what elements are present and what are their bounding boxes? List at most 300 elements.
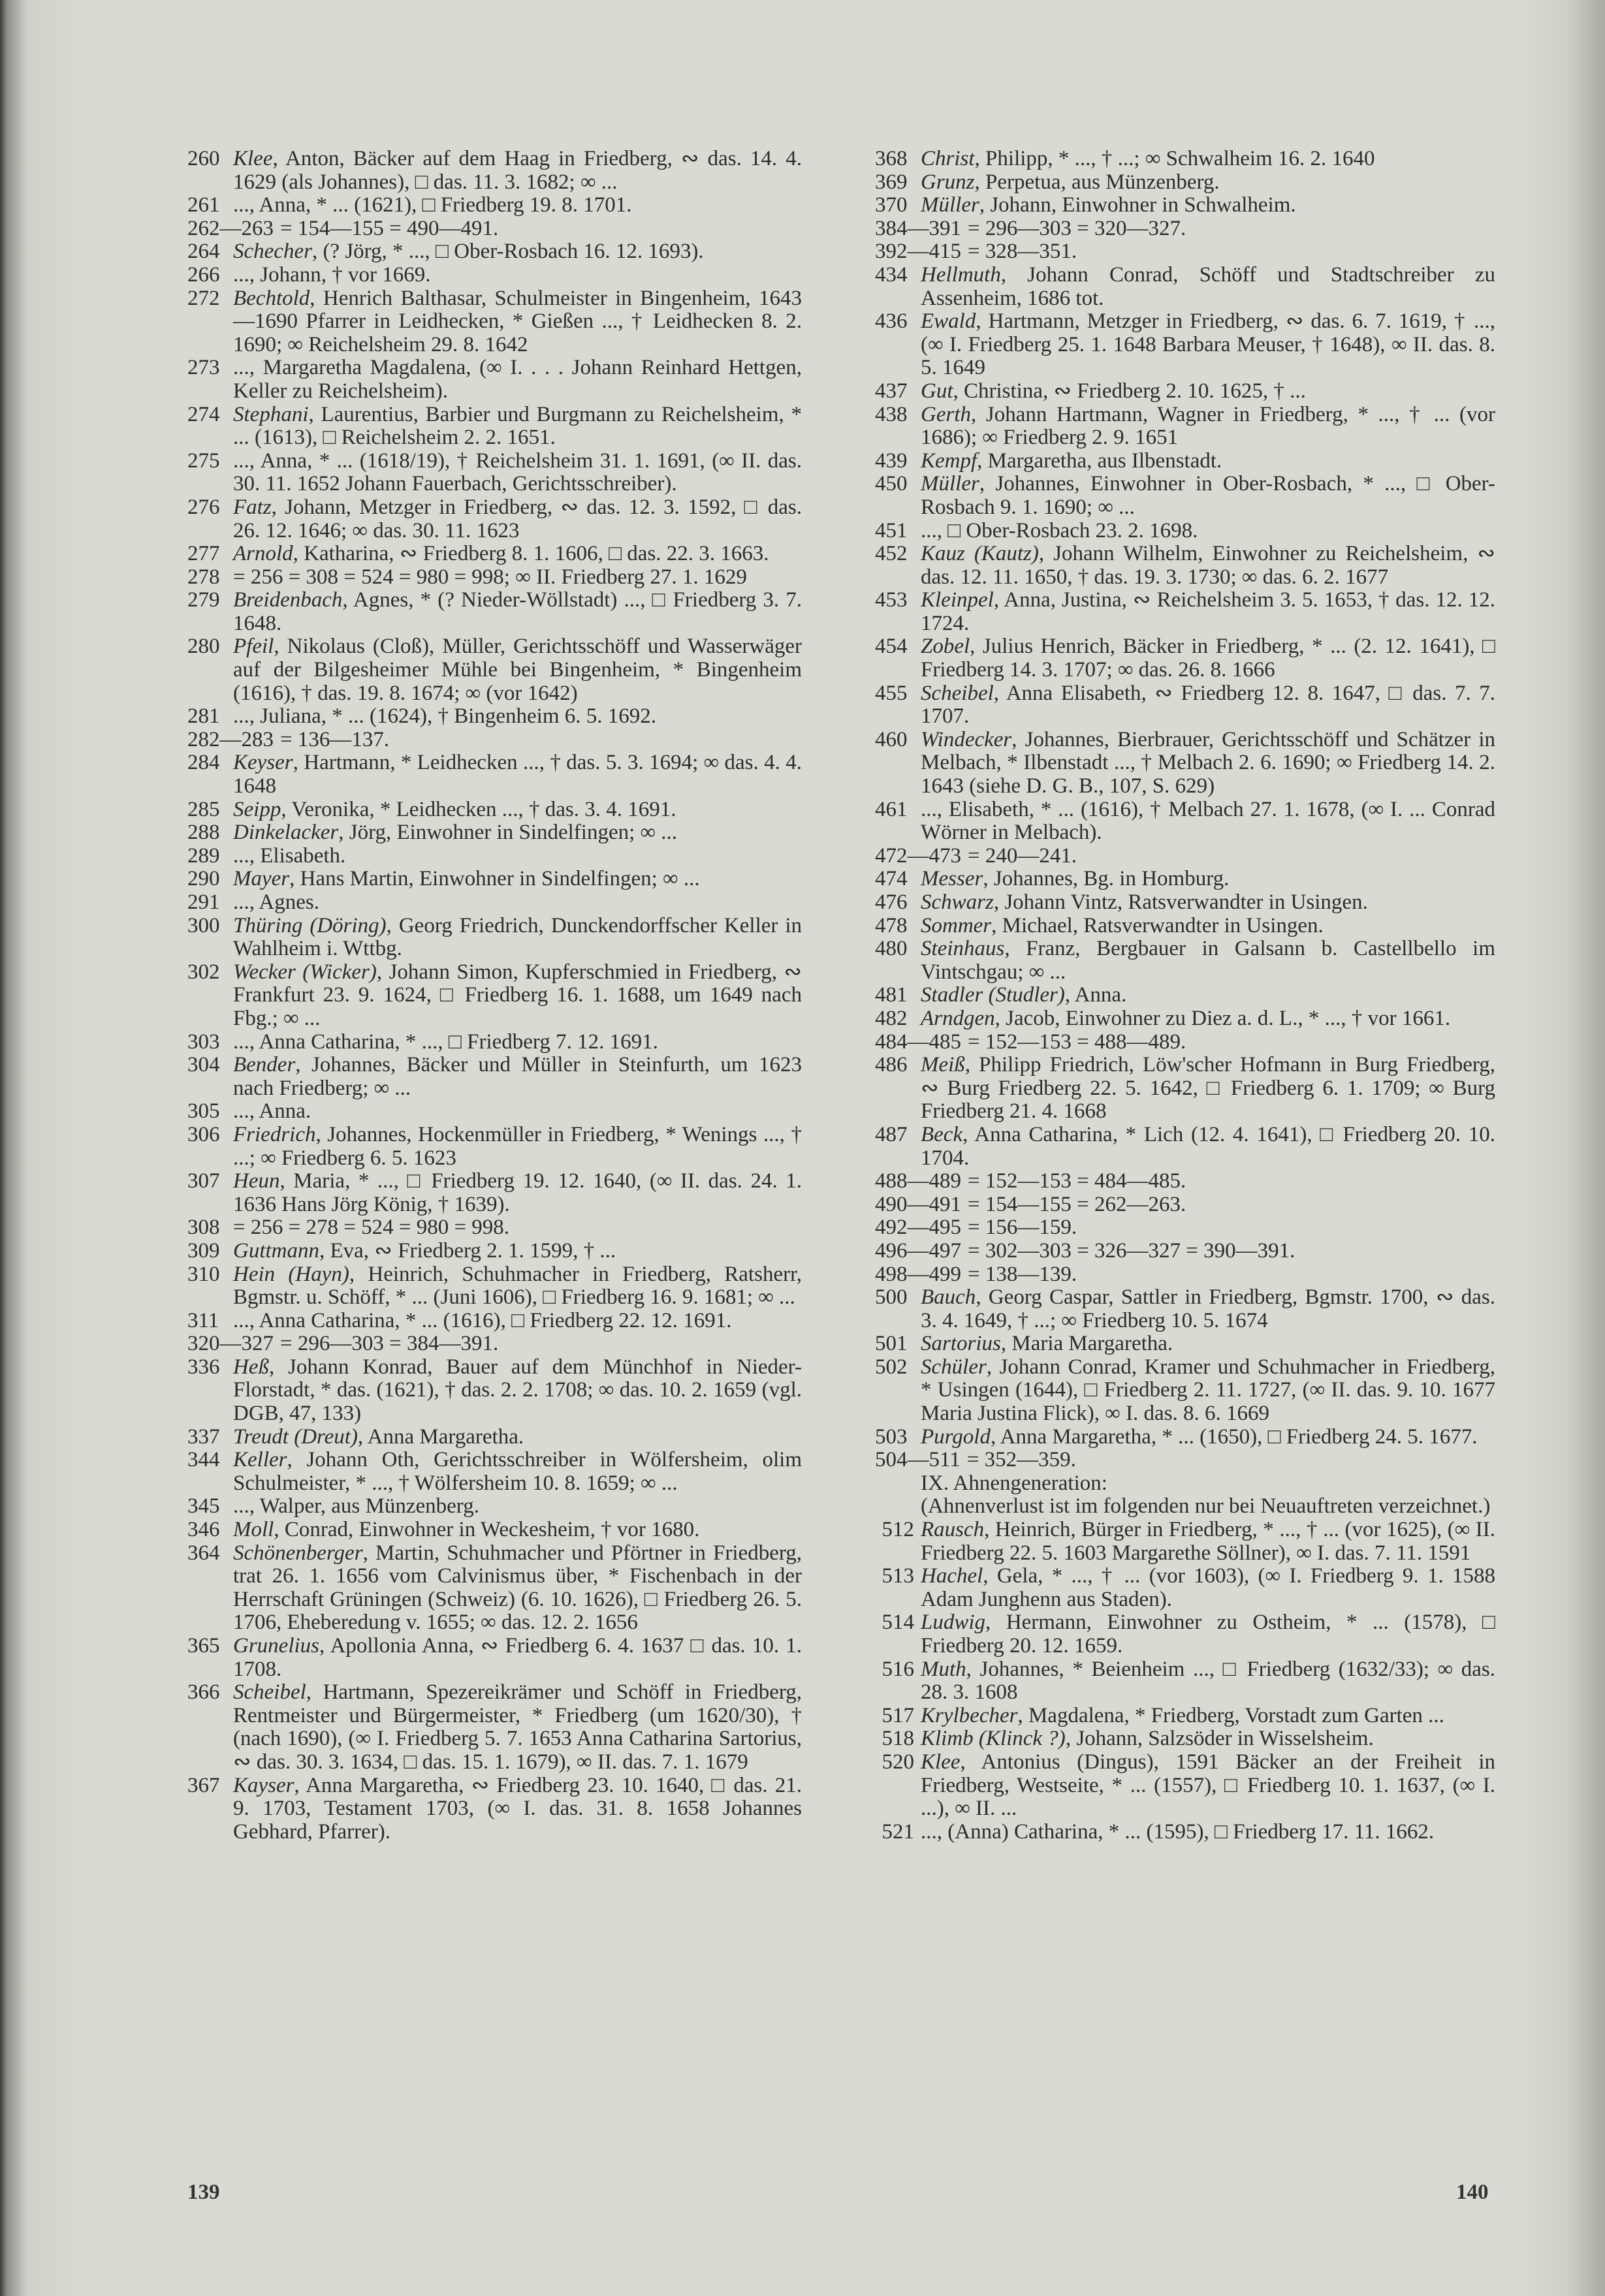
genealogy-entry xyxy=(875,450,1495,473)
entry-text: = 256 = 308 = 524 = 980 = 998; ∞ II. Friedberg 27. 1. 1629 xyxy=(233,565,747,589)
entry-number: 276 xyxy=(187,495,220,519)
entry-surname: Kempf xyxy=(921,448,977,473)
entry-number: 437 xyxy=(875,379,908,403)
entry-surname: Zobel xyxy=(921,635,970,659)
genealogy-entry xyxy=(875,868,1495,891)
entry-text: , Johann, Einwohner in Schwalheim. xyxy=(979,193,1296,217)
entry-text: , Johannes, Hockenmüller in Friedberg, * Wenings ..., † ...; ∞ Friedberg 6. 5. 1623 xyxy=(233,1122,802,1170)
entry-surname: Bauch xyxy=(921,1285,976,1310)
genealogy-entry xyxy=(875,915,1495,938)
genealogy-entry xyxy=(187,1263,802,1310)
entry-surname: Mayer xyxy=(233,867,290,891)
entry-text: , Georg Caspar, Sattler in Friedberg, Bgmstr. 1700, ∾ das. 3. 4. 1649, † ...; ∞ Friedberg 10. 5. 1674 xyxy=(921,1285,1495,1332)
entry-surname: Stephani xyxy=(233,402,309,426)
genealogy-entry xyxy=(187,1681,802,1774)
section-heading: IX. Ahnengeneration: xyxy=(921,1471,1107,1495)
entry-surname: Steinhaus xyxy=(921,937,1005,961)
genealogy-entry xyxy=(187,845,802,868)
entry-number: 451 xyxy=(875,518,908,543)
entry-text: ..., Johann, † vor 1669. xyxy=(233,262,431,287)
genealogy-entry xyxy=(875,194,1495,217)
entry-surname: Muth xyxy=(921,1657,966,1681)
entry-number: 520 xyxy=(882,1750,914,1774)
entry-number: 521 xyxy=(882,1819,914,1844)
genealogy-entry xyxy=(875,682,1495,729)
entry-number: 502 xyxy=(875,1355,908,1379)
entry-surname: Hachel xyxy=(921,1564,983,1588)
entry-number: 308 xyxy=(187,1216,220,1240)
genealogy-entry xyxy=(187,403,802,450)
genealogy-entry xyxy=(875,1286,1495,1332)
entry-number: 272 xyxy=(187,286,220,310)
genealogy-entry xyxy=(187,1449,802,1495)
entry-number: 266 xyxy=(187,262,220,287)
entry-surname: Hellmuth xyxy=(921,262,1001,287)
entry-text: , Philipp Friedrich, Löw'scher Hofmann in Burg Friedberg, ∾ Burg Friedberg 22. 5. 1642, □ Friedberg 6. 1. 1709; ∞ Burg Friedberg 21. 4. 1668 xyxy=(921,1053,1495,1124)
genealogy-entry xyxy=(875,217,1495,241)
entry-text: ..., Anna. xyxy=(233,1099,311,1124)
entry-text: , Johann Vintz, Ratsverwandter in Usingen. xyxy=(993,890,1368,914)
entry-number: 282—283 xyxy=(187,727,274,751)
entry-text: , Johannes, Bäcker und Müller in Steinfurth, um 1623 nach Friedberg; ∞ ... xyxy=(233,1053,802,1100)
entry-surname: Schwarz xyxy=(921,890,994,914)
entry-text: , Hans Martin, Einwohner in Sindelfingen; ∞ ... xyxy=(289,867,700,891)
entry-surname: Stadler (Studler) xyxy=(921,983,1065,1007)
page-number-left: 139 xyxy=(187,2180,220,2204)
entry-text: = 136—137. xyxy=(280,727,390,751)
entry-surname: Treudt (Dreut) xyxy=(233,1424,358,1449)
genealogy-entry xyxy=(875,1054,1495,1124)
genealogy-entry xyxy=(875,845,1495,868)
entry-number: 512 xyxy=(882,1518,914,1542)
entry-number: 484—485 xyxy=(875,1030,961,1054)
entry-text: , Magdalena, * Friedberg, Vorstadt zum Garten ... xyxy=(1017,1703,1444,1727)
entry-text: , Johann Konrad, Bauer auf dem Münchhof in Nieder-Florstadt, * das. (1621), † das. 2. 2. 1708; ∞ das. 10. 2. 1659 (vgl. DGB, 47, 133) xyxy=(233,1355,802,1426)
genealogy-entry xyxy=(875,589,1495,635)
entry-number: 436 xyxy=(875,309,908,334)
entry-surname: Bechtold xyxy=(233,286,310,310)
right-column xyxy=(875,148,1495,1844)
entry-text: = 154—155 = 490—491. xyxy=(280,216,499,240)
entry-text: = 154—155 = 262—263. xyxy=(968,1192,1186,1216)
entry-text: , Johann Wilhelm, Einwohner zu Reichelsheim, ∾ das. 12. 11. 1650, † das. 19. 3. 1730; ∞ das. 6. 2. 1677 xyxy=(921,542,1495,589)
entry-number: 274 xyxy=(187,402,220,426)
entry-number: 453 xyxy=(875,588,908,612)
entry-text: , Johann Conrad, Kramer und Schuhmacher in Friedberg, * Usingen (1644), □ Friedberg 2. 11. 1727, (∞ II. das. 9. 10. 1677 Maria Justina Flick), ∞ I. das. 8. 6. 1669 xyxy=(921,1355,1495,1426)
entry-number: 490—491 xyxy=(875,1192,961,1216)
entry-text: , Katharina, ∾ Friedberg 8. 1. 1606, □ das. 22. 3. 1663. xyxy=(293,542,769,566)
entry-text: ..., Elisabeth, * ... (1616), † Melbach 27. 1. 1678, (∞ I. ... Conrad Wörner in Melbach). xyxy=(921,797,1495,845)
entry-text: ..., Juliana, * ... (1624), † Bingenheim 6. 5. 1692. xyxy=(233,704,657,729)
entry-text: = 352—359. xyxy=(966,1448,1076,1472)
entry-text: , Martin, Schuhmacher und Pförtner in Friedberg, trat 26. 1. 1656 vom Calvinismus über, * Fischenbach in der Herrschaft Grüningen (Schweiz) (6. 10. 1626), □ Friedberg 26. 5. 1706, Eheberedung v. 1655; ∞ das. 12. 2. 1656 xyxy=(233,1541,802,1635)
genealogy-entry xyxy=(187,1124,802,1170)
entry-number: 488—489 xyxy=(875,1169,961,1193)
genealogy-entry xyxy=(875,543,1495,589)
entry-text: ..., Anna, * ... (1618/19), † Reichelsheim 31. 1. 1691, (∞ II. das. 30. 11. 1652 Johann Fauerbach, Gerichtsschreiber). xyxy=(233,448,802,496)
entry-number: 496—497 xyxy=(875,1238,961,1263)
genealogy-entry xyxy=(875,1658,1495,1705)
entry-number: 261 xyxy=(187,193,220,217)
entry-text: , Anna. xyxy=(1064,983,1127,1007)
entry-text: = 152—153 = 488—489. xyxy=(968,1030,1186,1054)
genealogy-entry xyxy=(875,1007,1495,1031)
entry-surname: Purgold xyxy=(921,1424,991,1449)
entry-number: 288 xyxy=(187,821,220,845)
entry-number: 305 xyxy=(187,1099,220,1124)
entry-surname: Heß xyxy=(233,1355,269,1379)
genealogy-entry xyxy=(187,1356,802,1426)
entry-text: ..., Anna Catharina, * ..., □ Friedberg 7. 12. 1691. xyxy=(233,1030,658,1054)
genealogy-entry xyxy=(187,1495,802,1518)
entry-text: , Laurentius, Barbier und Burgmann zu Reichelsheim, * ... (1613), □ Reichelsheim 2. 2. 1651. xyxy=(233,402,802,450)
entry-text: = 152—153 = 484—485. xyxy=(968,1169,1186,1193)
entry-number: 514 xyxy=(882,1611,914,1635)
entry-surname: Pfeil xyxy=(233,635,274,659)
genealogy-entry xyxy=(187,1426,802,1449)
entry-number: 486 xyxy=(875,1053,908,1077)
entry-number: 310 xyxy=(187,1262,220,1286)
entry-number: 482 xyxy=(875,1006,908,1030)
entry-number: 302 xyxy=(187,960,220,984)
entry-number: 504—511 xyxy=(875,1448,961,1472)
entry-number: 278 xyxy=(187,565,220,589)
genealogy-entry xyxy=(187,1216,802,1240)
entry-number: 366 xyxy=(187,1680,220,1705)
genealogy-entry xyxy=(875,1751,1495,1821)
genealogy-entry xyxy=(187,1518,802,1542)
entry-surname: Müller xyxy=(921,472,979,496)
entry-number: 513 xyxy=(882,1564,914,1588)
entry-text: = 302—303 = 326—327 = 390—391. xyxy=(968,1238,1295,1263)
entry-surname: Breidenbach xyxy=(233,588,343,612)
entry-surname: Kayser xyxy=(233,1773,294,1797)
entry-surname: Gerth xyxy=(921,402,971,426)
entry-text: , Heinrich, Bürger in Friedberg, * ..., † ... (vor 1625), (∞ II. Friedberg 22. 5. 1603 Margarethe Söllner), ∞ I. das. 7. 11. 1591 xyxy=(921,1518,1495,1565)
entry-surname: Arndgen xyxy=(921,1006,995,1030)
entry-text: , Antonius (Dingus), 1591 Bäcker an der Freiheit in Friedberg, Westseite, * ... (1557), □ Friedberg 10. 1. 1637, (∞ I. ...), ∞ II. ... xyxy=(921,1750,1495,1821)
entry-text: , Anna Margaretha, * ... (1650), □ Friedberg 24. 5. 1677. xyxy=(990,1424,1478,1449)
genealogy-entry xyxy=(875,520,1495,543)
genealogy-entry xyxy=(187,1031,802,1054)
entry-text: , Johannes, * Beienheim ..., □ Friedberg (1632/33); ∞ das. 28. 3. 1608 xyxy=(921,1657,1495,1705)
entry-number: 439 xyxy=(875,448,908,473)
entry-text: = 156—159. xyxy=(968,1216,1077,1240)
genealogy-entry xyxy=(187,635,802,705)
genealogy-entry xyxy=(875,1170,1495,1193)
entry-number: 367 xyxy=(187,1773,220,1797)
genealogy-entry xyxy=(875,984,1495,1007)
genealogy-entry xyxy=(875,1565,1495,1611)
entry-number: 492—495 xyxy=(875,1216,961,1240)
entry-text: , Johann, Salzsöder in Wisselsheim. xyxy=(1065,1727,1374,1751)
entry-text: , Hartmann, Spezereikrämer und Schöff in Friedberg, Rentmeister und Bürgermeister, * Friedberg (um 1620/30), † (nach 1690), (∞ I. Friedberg 5. 7. 1653 Anna Catharina Sartorius, ∾ das. 30. 3. 1634, □ das. 15. 1. 1679), ∞ II. das. 7. 1. 1679 xyxy=(233,1680,802,1774)
entry-number: 460 xyxy=(875,727,908,751)
entry-number: 461 xyxy=(875,797,908,821)
entry-text: ..., Walper, aus Münzenberg. xyxy=(233,1494,479,1518)
entry-surname: Guttmann xyxy=(233,1238,319,1263)
entry-number: 290 xyxy=(187,867,220,891)
entry-surname: Windecker xyxy=(921,727,1012,751)
genealogy-entry xyxy=(187,1240,802,1263)
entry-text: ..., □ Ober-Rosbach 23. 2. 1698. xyxy=(921,518,1198,543)
genealogy-entry xyxy=(187,1100,802,1124)
entry-number: 454 xyxy=(875,635,908,659)
genealogy-entry xyxy=(875,937,1495,984)
entry-text: , Hartmann, Metzger in Friedberg, ∾ das. 6. 7. 1619, † ..., (∞ I. Friedberg 25. 1. 1648 Barbara Meuser, † 1648), ∞ II. das. 8. 5. 1649 xyxy=(921,309,1495,380)
genealogy-entry xyxy=(187,891,802,915)
entry-surname: Schüler xyxy=(921,1355,987,1379)
genealogy-entry xyxy=(187,1310,802,1333)
entry-number: 306 xyxy=(187,1122,220,1146)
entry-number: 455 xyxy=(875,681,908,705)
entry-text: , Anna Elisabeth, ∾ Friedberg 12. 8. 1647, □ das. 7. 7. 1707. xyxy=(921,681,1495,729)
entry-number: 260 xyxy=(187,147,220,170)
entry-text: , Julius Henrich, Bäcker in Friedberg, * ... (2. 12. 1641), □ Friedberg 14. 3. 1707; ∞ das. 26. 8. 1666 xyxy=(921,635,1495,682)
entry-number: 280 xyxy=(187,635,220,659)
genealogy-entry xyxy=(875,310,1495,380)
genealogy-entry xyxy=(875,148,1495,171)
entry-number: 384—391 xyxy=(875,216,961,240)
entry-number: 311 xyxy=(187,1308,219,1332)
entry-number: 291 xyxy=(187,890,220,914)
genealogy-entry xyxy=(875,1240,1495,1263)
entry-text: , Jacob, Einwohner zu Diez a. d. L., * ..., † vor 1661. xyxy=(994,1006,1451,1030)
section-note: (Ahnenverlust ist im folgenden nur bei Neuauftreten verzeichnet.) xyxy=(921,1494,1491,1518)
entry-surname: Ludwig xyxy=(921,1611,986,1635)
entry-text: , Maria, * ..., □ Friedberg 19. 12. 1640, (∞ II. das. 24. 1. 1636 Hans Jörg König, † 1639). xyxy=(233,1169,802,1216)
entry-text: , Conrad, Einwohner in Weckesheim, † vor 1680. xyxy=(274,1518,700,1542)
genealogy-entry xyxy=(187,496,802,543)
entry-text: , Anna Catharina, * Lich (12. 4. 1641), □ Friedberg 20. 10. 1704. xyxy=(921,1122,1495,1170)
genealogy-entry xyxy=(187,1054,802,1100)
entry-text: , Johannes, Einwohner in Ober-Rosbach, * ..., □ Ober-Rosbach 9. 1. 1690; ∞ ... xyxy=(921,472,1495,519)
entry-surname: Christ xyxy=(921,147,975,170)
genealogy-entry xyxy=(875,1216,1495,1240)
entry-number: 370 xyxy=(875,193,908,217)
entry-text: , Johann Simon, Kupferschmied in Friedberg, ∾ Frankfurt 23. 9. 1624, □ Friedberg 16. 1. 1688, um 1649 nach Fbg.; ∞ ... xyxy=(233,960,802,1030)
entry-text: , Anton, Bäcker auf dem Haag in Friedberg, ∾ das. 14. 4. 1629 (als Johannes), □ das. 11. 3. 1682; ∞ ... xyxy=(233,147,802,194)
entry-text: , Margaretha, aus Ilbenstadt. xyxy=(977,448,1222,473)
entry-text: , Agnes, * (? Nieder-Wöllstadt) ..., □ Friedberg 3. 7. 1648. xyxy=(233,588,802,635)
entry-number: 289 xyxy=(187,843,220,868)
genealogy-entry xyxy=(875,1449,1495,1472)
entry-text: , Christina, ∾ Friedberg 2. 10. 1625, † ... xyxy=(953,379,1306,403)
entry-surname: Gut xyxy=(921,379,953,403)
entry-surname: Meiß xyxy=(921,1053,965,1077)
entry-number: 501 xyxy=(875,1332,908,1356)
entry-surname: Ewald xyxy=(921,309,976,334)
entry-text: = 138—139. xyxy=(968,1262,1077,1286)
genealogy-entry xyxy=(875,240,1495,264)
entry-surname: Rausch xyxy=(921,1518,985,1542)
entry-text: , Johannes, Bg. in Homburg. xyxy=(983,867,1230,891)
entry-number: 300 xyxy=(187,913,220,937)
entry-text: ..., Anna Catharina, * ... (1616), □ Friedberg 22. 12. 1691. xyxy=(233,1308,732,1332)
entry-number: 277 xyxy=(187,542,220,566)
entry-number: 346 xyxy=(187,1518,220,1542)
left-column xyxy=(187,148,802,1844)
entry-surname: Schecher xyxy=(233,240,312,264)
entry-text: , Anna Margaretha, ∾ Friedberg 23. 10. 1640, □ das. 21. 9. 1703, Testament 1703, (∞ I. das. 31. 8. 1658 Johannes Gebhard, Pfarrer). xyxy=(233,1773,802,1844)
entry-surname: Sommer xyxy=(921,913,992,937)
genealogy-entry xyxy=(187,961,802,1031)
entry-number: 452 xyxy=(875,542,908,566)
entry-text: ..., (Anna) Catharina, * ... (1595), □ Friedberg 17. 11. 1662. xyxy=(921,1819,1435,1844)
entry-text: ..., Margaretha Magdalena, (∞ I. . . . Johann Reinhard Hettgen, Keller zu Reichelsheim). xyxy=(233,356,802,403)
genealogy-entry xyxy=(187,287,802,357)
entry-number: 480 xyxy=(875,937,908,961)
entry-text: , Johann, Metzger in Friedberg, ∾ das. 12. 3. 1592, □ das. 26. 12. 1646; ∞ das. 30. 11. 1623 xyxy=(233,495,802,543)
genealogy-entry xyxy=(875,1124,1495,1170)
entry-number: 364 xyxy=(187,1541,220,1565)
genealogy-entry xyxy=(187,589,802,635)
entry-text: , Maria Margaretha. xyxy=(1000,1332,1173,1356)
entry-number: 368 xyxy=(875,147,908,170)
entry-number: 284 xyxy=(187,751,220,775)
entry-number: 337 xyxy=(187,1424,220,1449)
entry-surname: Heun xyxy=(233,1169,280,1193)
entry-surname: Hein (Hayn) xyxy=(233,1262,349,1286)
genealogy-entry xyxy=(875,798,1495,845)
genealogy-entry xyxy=(187,240,802,264)
entry-number: 344 xyxy=(187,1448,220,1472)
entry-text: , Johann Oth, Gerichtsschreiber in Wölfersheim, olim Schulmeister, * ..., † Wölfersheim 10. 8. 1659; ∞ ... xyxy=(233,1448,802,1495)
entry-text: , Georg Friedrich, Dunckendorffscher Keller in Wahlheim i. Wttbg. xyxy=(233,913,802,961)
entry-surname: Seipp xyxy=(233,797,281,821)
entry-surname: Klimb (Klinck ?) xyxy=(921,1727,1066,1751)
genealogy-entry xyxy=(875,1031,1495,1054)
genealogy-entry xyxy=(187,915,802,961)
entry-number: 498—499 xyxy=(875,1262,961,1286)
page-number-right: 140 xyxy=(1456,2180,1489,2204)
entry-text: , Nikolaus (Cloß), Müller, Gerichtsschöff und Wasserwäger auf der Bilgesheimer Mühle bei Bingenheim, * Bingenheim (1616), † das. 19. 8. 1674; ∞ (vor 1642) xyxy=(233,635,802,705)
genealogy-entry xyxy=(875,1727,1495,1751)
genealogy-entry xyxy=(875,1193,1495,1217)
entry-surname: Grunz xyxy=(921,170,975,194)
entry-number: 345 xyxy=(187,1494,220,1518)
entry-surname: Scheibel xyxy=(921,681,994,705)
entry-number: 472—473 xyxy=(875,843,961,868)
genealogy-entry xyxy=(875,473,1495,519)
entry-number: 275 xyxy=(187,448,220,473)
entry-text: , Henrich Balthasar, Schulmeister in Bingenheim, 1643—1690 Pfarrer in Leidhecken, * Gießen ..., † Leidhecken 8. 2. 1690; ∞ Reichelsheim 29. 8. 1642 xyxy=(233,286,802,356)
entry-number: 281 xyxy=(187,704,220,729)
genealogy-entry xyxy=(875,171,1495,195)
entry-number: 336 xyxy=(187,1355,220,1379)
entry-text: , Gela, * ..., † ... (vor 1603), (∞ I. Friedberg 9. 1. 1588 Adam Junghenn aus Staden). xyxy=(921,1564,1495,1611)
entry-surname: Thüring (Döring) xyxy=(233,913,387,937)
genealogy-entry xyxy=(187,566,802,590)
entry-text: , Apollonia Anna, ∾ Friedberg 6. 4. 1637 □ das. 10. 1. 1708. xyxy=(233,1634,802,1681)
entry-text: , Hartmann, * Leidhecken ..., † das. 5. 3. 1694; ∞ das. 4. 4. 1648 xyxy=(233,751,802,798)
genealogy-entry xyxy=(875,264,1495,310)
genealogy-entry xyxy=(875,1705,1495,1728)
entry-text: , Jörg, Einwohner in Sindelfingen; ∞ ... xyxy=(338,821,678,845)
entries-ix xyxy=(875,1518,1495,1844)
entry-number: 518 xyxy=(882,1727,914,1751)
entry-number: 438 xyxy=(875,402,908,426)
entry-number: 369 xyxy=(875,170,908,194)
entry-surname: Müller xyxy=(921,193,979,217)
entry-text: = 240—241. xyxy=(968,843,1077,868)
genealogy-entry xyxy=(187,1332,802,1356)
genealogy-entry xyxy=(875,1356,1495,1426)
entry-number: 365 xyxy=(187,1634,220,1658)
entry-text: , Michael, Ratsverwandter in Usingen. xyxy=(991,913,1324,937)
entry-number: 478 xyxy=(875,913,908,937)
genealogy-entry xyxy=(875,729,1495,798)
entry-text: ..., Anna, * ... (1621), □ Friedberg 19. 8. 1701. xyxy=(233,193,632,217)
entry-text: , Anna Margaretha. xyxy=(357,1424,524,1449)
genealogy-entry xyxy=(875,1821,1495,1844)
genealogy-entry xyxy=(187,751,802,798)
entry-surname: Sartorius xyxy=(921,1332,1001,1356)
genealogy-entry xyxy=(187,450,802,496)
entry-number: 320—327 xyxy=(187,1332,274,1356)
entry-text: , Johannes, Bierbrauer, Gerichtsschöff und Schätzer in Melbach, * Ilbenstadt ..., † Melbach 2. 6. 1690; ∞ Friedberg 14. 2. 1643 (siehe D. G. B., 107, S. 629) xyxy=(921,727,1495,798)
genealogy-entry xyxy=(875,380,1495,403)
entry-number: 307 xyxy=(187,1169,220,1193)
entry-number: 279 xyxy=(187,588,220,612)
entry-number: 500 xyxy=(875,1285,908,1310)
entry-number: 487 xyxy=(875,1122,908,1146)
entry-number: 309 xyxy=(187,1238,220,1263)
entry-text: , Johann Conrad, Schöff und Stadtschreiber zu Assenheim, 1686 tot. xyxy=(921,262,1495,310)
entry-surname: Wecker (Wicker) xyxy=(233,960,377,984)
genealogy-entry xyxy=(187,705,802,729)
entry-surname: Moll xyxy=(233,1518,274,1542)
entry-surname: Schönenberger xyxy=(233,1541,363,1565)
entry-text: , Anna, Justina, ∾ Reichelsheim 3. 5. 1653, † das. 12. 12. 1724. xyxy=(921,588,1495,635)
genealogy-entry xyxy=(187,1635,802,1681)
genealogy-entry xyxy=(187,543,802,566)
entry-surname: Beck xyxy=(921,1122,963,1146)
genealogy-entry xyxy=(875,1263,1495,1287)
genealogy-entry xyxy=(875,1426,1495,1449)
entry-text: , (? Jörg, * ..., □ Ober-Rosbach 16. 12. 1693). xyxy=(311,240,704,264)
entry-text: , Johann Hartmann, Wagner in Friedberg, * ..., † ... (vor 1686); ∞ Friedberg 2. 9. 1651 xyxy=(921,402,1495,450)
genealogy-entry xyxy=(187,1542,802,1635)
entry-surname: Friedrich xyxy=(233,1122,316,1146)
entry-number: 285 xyxy=(187,797,220,821)
entry-text: = 328—351. xyxy=(968,240,1077,264)
entries-viii xyxy=(875,148,1495,1472)
genealogy-entry xyxy=(187,148,802,194)
entry-number: 434 xyxy=(875,262,908,287)
genealogy-entry xyxy=(875,635,1495,682)
entry-text: , Heinrich, Schuhmacher in Friedberg, Ratsherr, Bgmstr. u. Schöff, * ... (Juni 1606), □ Friedberg 16. 9. 1681; ∞ ... xyxy=(233,1262,802,1310)
genealogy-entry xyxy=(187,1774,802,1844)
entry-text: , Philipp, * ..., † ...; ∞ Schwalheim 16. 2. 1640 xyxy=(974,147,1375,170)
genealogy-entry xyxy=(187,264,802,287)
entry-text: ..., Agnes. xyxy=(233,890,319,914)
genealogy-entry xyxy=(187,356,802,403)
genealogy-entry xyxy=(875,1518,1495,1565)
entry-number: 262—263 xyxy=(187,216,274,240)
entry-number: 303 xyxy=(187,1030,220,1054)
entry-surname: Krylbecher xyxy=(921,1703,1018,1727)
entry-surname: Klee xyxy=(921,1750,961,1774)
entry-number: 517 xyxy=(882,1703,914,1727)
entry-surname: Klee xyxy=(233,147,273,170)
entry-number: 503 xyxy=(875,1424,908,1449)
entry-surname: Arnold xyxy=(233,542,293,566)
entry-text: = 256 = 278 = 524 = 980 = 998. xyxy=(233,1216,510,1240)
entry-surname: Scheibel xyxy=(233,1680,306,1705)
entry-text: , Franz, Bergbauer in Galsann b. Castellbello im Vintschgau; ∞ ... xyxy=(921,937,1495,984)
entry-surname: Keyser xyxy=(233,751,293,775)
